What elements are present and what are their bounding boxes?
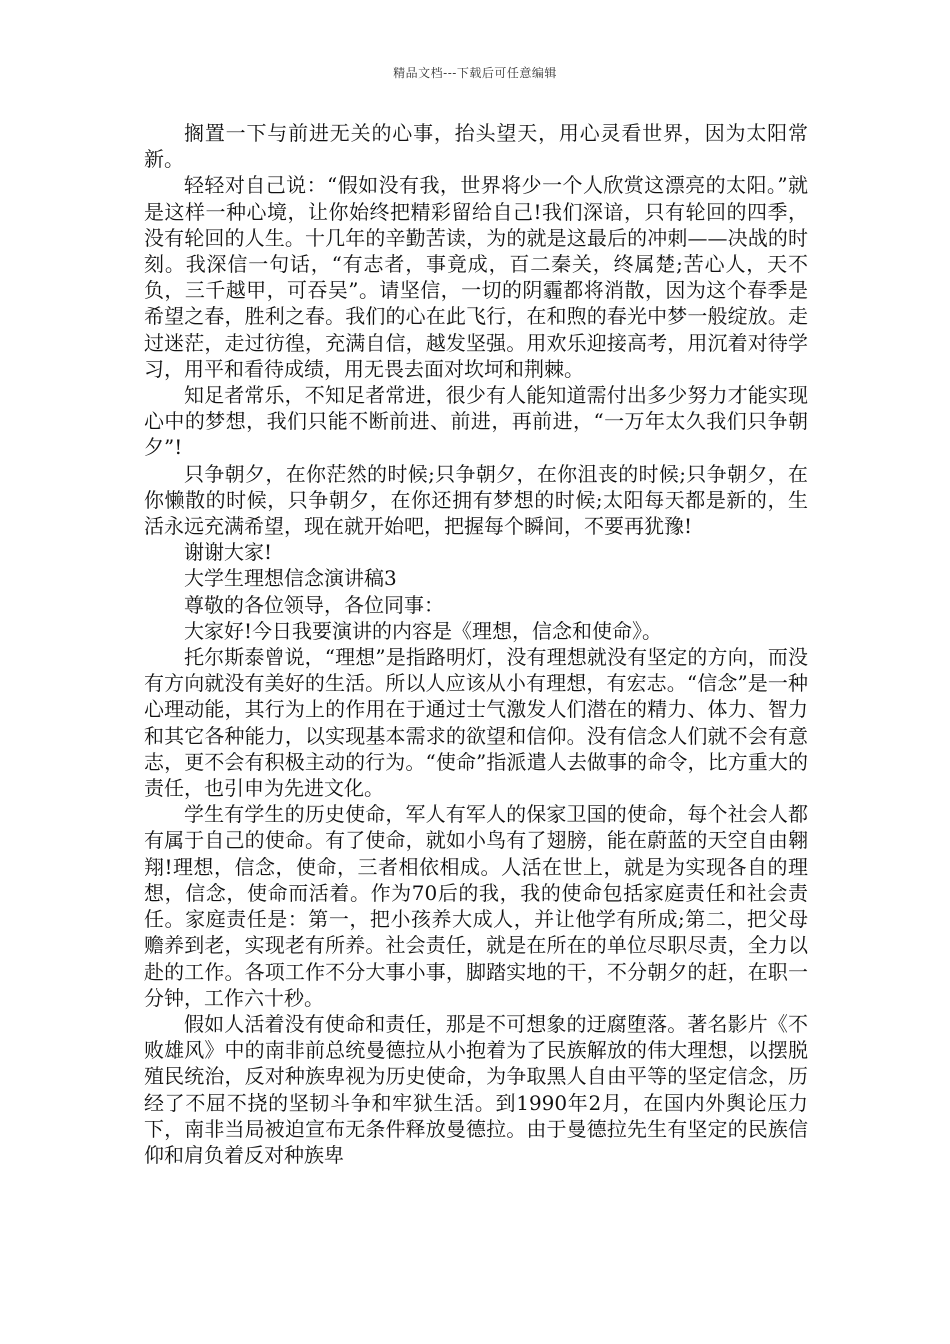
paragraph: 搁置一下与前进无关的心事，抬头望天，用心灵看世界，因为太阳常新。 bbox=[144, 121, 808, 172]
salutation: 尊敬的各位领导，各位同事： bbox=[184, 592, 444, 617]
paragraph: 知足者常乐，不知足者常进，很少有人能知道需付出多少努力才能实现心中的梦想，我们只能不断前进、前进，再前进，“一万年太久我们只争朝夕”! bbox=[144, 383, 808, 460]
document-body bbox=[144, 120, 808, 1168]
section-title: 大学生理想信念演讲稿3 bbox=[184, 566, 397, 591]
paragraph: 只争朝夕，在你茫然的时候;只争朝夕，在你沮丧的时候;只争朝夕，在你懒散的时候，只争朝夕，在你还拥有梦想的时候;太阳每天都是新的，生活永远充满希望，现在就开始吧，把握每个瞬间，不要再犹豫! bbox=[144, 461, 808, 539]
paragraph: 谢谢大家! bbox=[184, 540, 273, 565]
paragraph: 托尔斯泰曾说，“理想”是指路明灯，没有理想就没有坚定的方向，而没有方向就没有美好的生活。所以人应该从小有理想，有宏志。“信念”是一种心理动能，其行为上的作用在于通过士气激发人们潜在的精力、体力、智力和其它各种能力，以实现基本需求的欲望和信仰。没有信念人们就不会有意志，更不会有积极主动的行为。“使命”指派遣人去做事的命令，比方重大的责任，也引申为先进文化。 bbox=[144, 645, 808, 801]
paragraph: 学生有学生的历史使命，军人有军人的保家卫国的使命，每个社会人都有属于自己的使命。有了使命，就如小鸟有了翅膀，能在蔚蓝的天空自由翱翔!理想，信念，使命，三者相依相成。人活在世上，就是为实现各自的理想，信念，使命而活着。作为70后的我，我的使命包括家庭责任和社会责任。家庭责任是：第一，把小孩养大成人，并让他学有所成;第二，把父母赡养到老，实现老有所养。社会责任，就是在所在的单位尽职尽责，全力以赴的工作。各项工作不分大事小事，脚踏实地的干，不分朝夕的赶，在职一分钟，工作六十秒。 bbox=[144, 802, 808, 1010]
page-header: 精品文档---下载后可任意编辑 bbox=[393, 66, 557, 80]
paragraph: 轻轻对自己说：“假如没有我，世界将少一个人欣赏这漂亮的太阳。”就是这样一种心境，让你始终把精彩留给自己!我们深谙，只有轮回的四季，没有轮回的人生。十几年的辛勤苦读，为的就是这最后的冲刺——决战的时刻。我深信一句话，“有志者，事竟成，百二秦关，终属楚;苦心人，天不负，三千越甲，可吞吴”。请坚信，一切的阴霾都将消散，因为这个春季是希望之春，胜利之春。我们的心在此飞行，在和煦的春光中梦一般绽放。走过迷茫，走过彷徨，充满自信，越发坚强。用欢乐迎接高考，用沉着对待学习，用平和看待成绩，用无畏去面对坎坷和荆棘。 bbox=[144, 173, 808, 381]
paragraph: 大家好!今日我要演讲的内容是《理想，信念和使命》。 bbox=[184, 618, 663, 643]
paragraph: 假如人活着没有使命和责任，那是不可想象的迂腐堕落。著名影片《不败雄风》中的南非前总统曼德拉从小抱着为了民族解放的伟大理想，以摆脱殖民统治，反对种族卑视为历史使命，为争取黑人自由平等的坚定信念，历经了不屈不挠的坚韧斗争和牢狱生活。到1990年2月，在国内外舆论压力下，南非当局被迫宣布无条件释放曼德拉。由于曼德拉先生有坚定的民族信仰和肩负着反对种族卑 bbox=[144, 1011, 808, 1167]
